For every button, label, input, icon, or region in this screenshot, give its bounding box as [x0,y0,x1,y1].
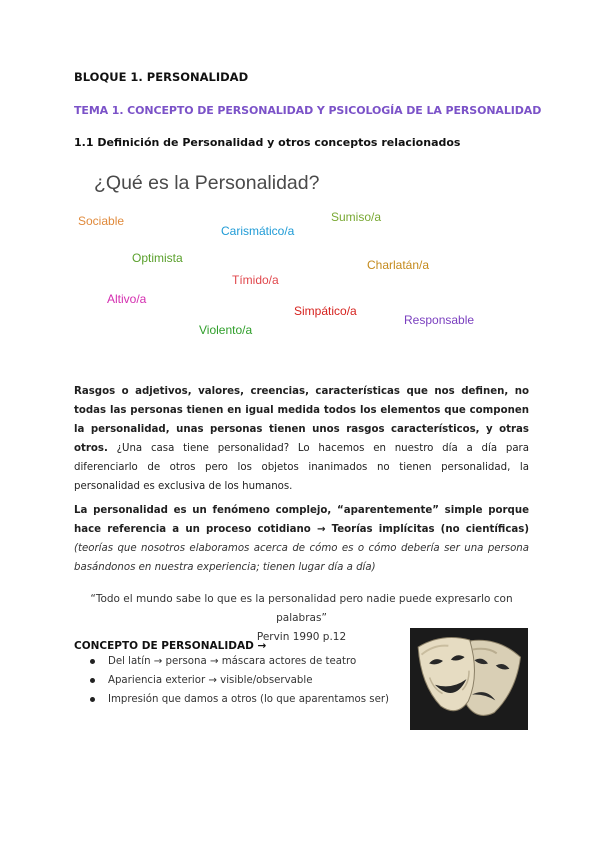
slide-title: ¿Qué es la Personalidad? [94,172,320,194]
theatre-masks-image [410,628,528,730]
topic-title: TEMA 1. CONCEPTO DE PERSONALIDAD Y PSICOLOGÍA DE LA PERSONALIDAD [74,104,542,117]
list-item-text: Del latín → persona → máscara actores de teatro [108,656,357,667]
paragraph-complex [74,501,529,577]
bullet-icon [90,678,95,683]
list-item-text: Apariencia exterior → visible/observable [108,675,313,686]
concept-list [88,652,389,709]
list-item [88,690,389,709]
word-violento: Violento/a [199,323,253,337]
paragraph-traits [74,382,529,496]
list-item [88,652,389,671]
bullet-icon [90,697,95,702]
word-timido: Tímido/a [232,273,279,287]
block-title: BLOQUE 1. PERSONALIDAD [74,70,249,84]
quote-source: Pervin 1990 p.12 [256,631,347,643]
list-item [88,671,389,690]
section-title: 1.1 Definición de Personalidad y otros conceptos relacionados [74,136,461,149]
word-charlatan: Charlatán/a [367,258,430,272]
paragraph-complex-bold: La personalidad es un fenómeno complejo, “aparentemente” simple porque hace referencia a un proceso cotidiano → Teorías implícitas (no científicas) [74,505,529,535]
bullet-icon [90,659,95,664]
word-responsable: Responsable [404,313,475,327]
word-altivo: Altivo/a [107,292,147,306]
quote-text: “Todo el mundo sabe lo que es la personalidad pero nadie puede expresarlo con palabras” [90,593,513,624]
word-carismatico: Carismático/a [221,224,295,238]
word-optimista: Optimista [132,251,183,265]
paragraph-traits-regular: ¿Una casa tiene personalidad? Lo hacemos en nuestro día a día para diferenciarlo de otros pero los objetos inanimados no tienen personalidad, la personalidad es exclusiva de los humanos. [74,443,529,492]
word-simpatico: Simpático/a [294,304,357,318]
list-item-text: Impresión que damos a otros (lo que aparentamos ser) [108,694,390,705]
paragraph-complex-italic: (teorías que nosotros elaboramos acerca de cómo es o cómo debería ser una persona basándonos en nuestra experiencia; tienen lugar día a día) [74,543,529,573]
word-sociable: Sociable [78,214,125,228]
word-sumiso: Sumiso/a [331,210,382,224]
concept-heading: CONCEPTO DE PERSONALIDAD → [74,640,267,652]
paragraph-traits-bold: Rasgos o adjetivos, valores, creencias, características que nos definen, no todas las personas tienen en igual medida todos los elementos que componen la personalidad, unas personas tienen unos rasgos característicos, y otras otros. [74,386,529,454]
theatre-masks-icon [410,628,528,730]
